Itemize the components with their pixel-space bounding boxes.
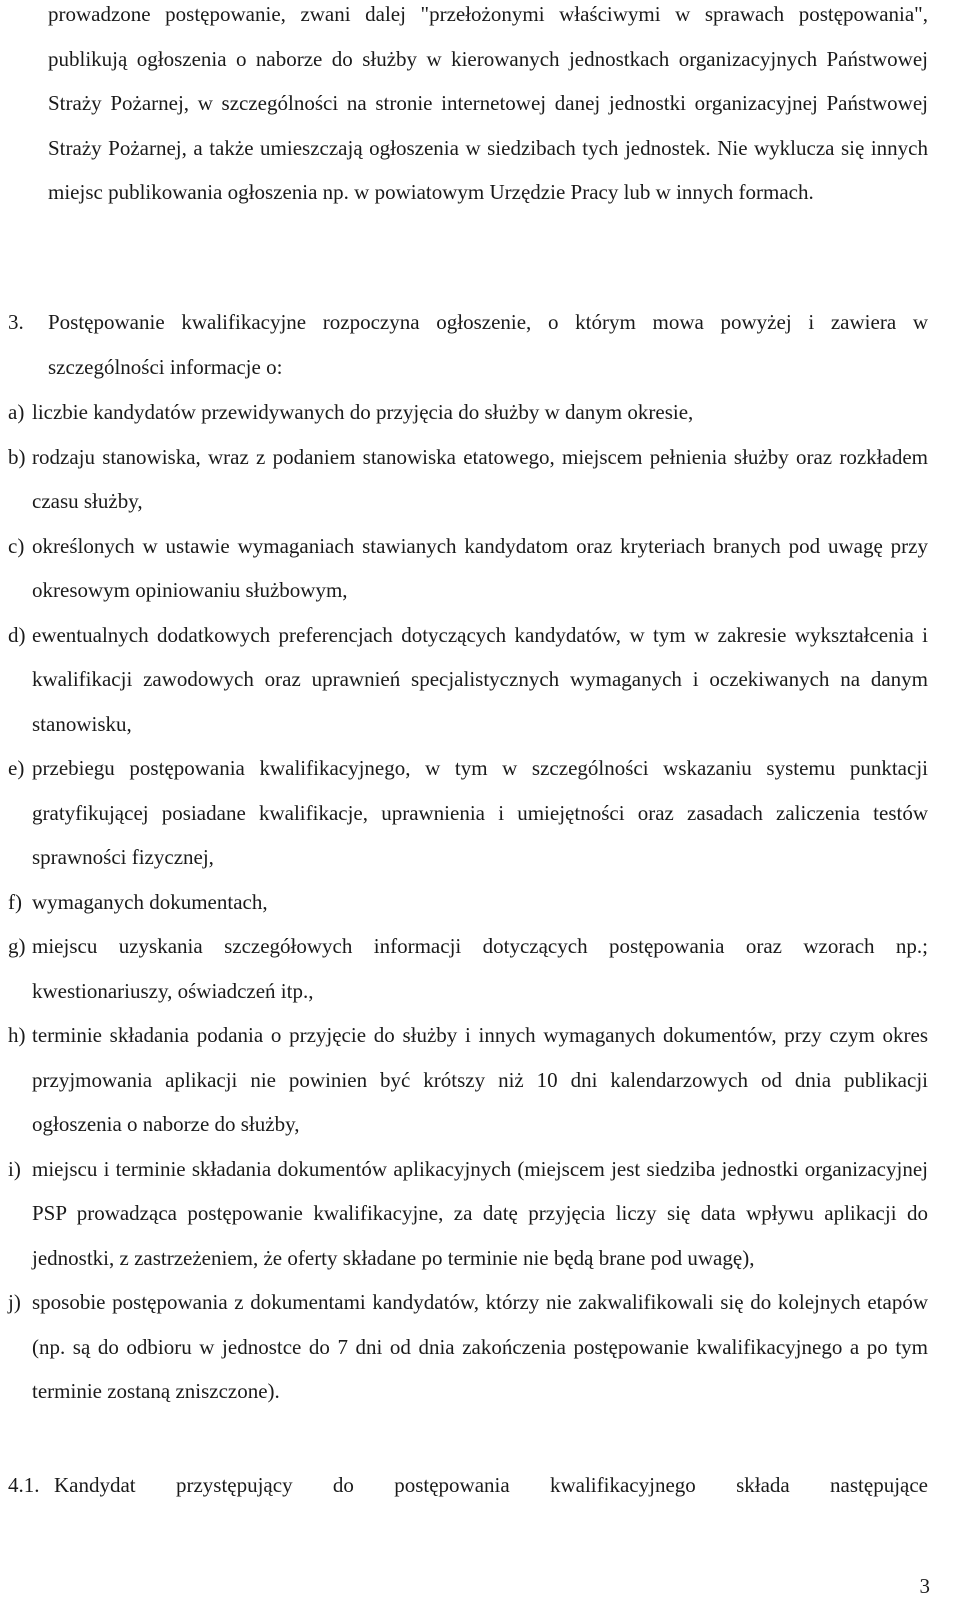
list-marker: g) bbox=[8, 934, 26, 958]
intro-paragraph: prowadzone postępowanie, zwani dalej "przełożonymi właściwymi w sprawach postępowania", publikują ogłoszenia o naborze do służby w kierowanych jednostkach organizacyjnych Państwowej Straży Pożarnej, w szczególności na stronie internetowej danej jednostki organizacyjnej Państwowej Straży Pożarnej, a także umieszczają ogłoszenia w siedzibach tych jednostek. Nie wyklucza się innych miejsc publikowania ogłoszenia np. w powiatowym Urzędzie Pracy lub w innych formach. bbox=[48, 2, 928, 204]
list-item bbox=[8, 524, 928, 613]
list-item-text: miejscu i terminie składania dokumentów aplikacyjnych (miejscem jest siedziba jednostki organizacyjnej PSP prowadząca postępowanie kwalifikacyjne, za datę przyjęcia liczy się data wpływu aplikacji do jednostki, z zastrzeżeniem, że oferty składane po terminie nie będą brane pod uwagę), bbox=[32, 1156, 928, 1270]
list-marker: j) bbox=[8, 1290, 21, 1314]
list-item bbox=[8, 390, 928, 435]
section-3-number: 3. bbox=[8, 310, 24, 334]
list-item-text: miejscu uzyskania szczegółowych informacji dotyczących postępowania oraz wzorach np.; kwestionariuszy, oświadczeń itp., bbox=[32, 934, 928, 1003]
information-list bbox=[8, 390, 928, 1414]
list-marker: e) bbox=[8, 756, 25, 780]
list-marker: b) bbox=[8, 444, 26, 469]
list-item bbox=[8, 746, 928, 880]
list-item bbox=[8, 1147, 928, 1281]
list-item-text: przebiegu postępowania kwalifikacyjnego, w tym w szczególności wskazaniu systemu punktacji gratyfikującej posiadane kwalifikacje, uprawnienia i umiejętności oraz zasadach zaliczenia testów sprawności fizycznej, bbox=[32, 756, 928, 869]
list-marker: f) bbox=[8, 889, 22, 914]
section-4-1-text: Kandydat przystępujący do postępowania kwalifikacyjnego składa następujące bbox=[54, 1473, 928, 1497]
list-item-text: terminie składania podania o przyjęcie do służby i innych wymaganych dokumentów, przy czym okres przyjmowania aplikacji nie powinien być krótszy niż 10 dni kalendarzowych od dnia publikacji ogłoszenia o naborze do służby, bbox=[32, 1023, 928, 1136]
list-item bbox=[8, 613, 928, 747]
list-marker: h) bbox=[8, 1023, 26, 1047]
list-item-text: ewentualnych dodatkowych preferencjach dotyczących kandydatów, w tym w zakresie wykształcenia i kwalifikacji zawodowych oraz uprawnień specjalistycznych wymaganych i oczekiwanych na danym stanowisku, bbox=[32, 622, 928, 736]
list-marker: a) bbox=[8, 400, 25, 424]
section-4-1 bbox=[8, 1463, 928, 1508]
list-item-text: rodzaju stanowiska, wraz z podaniem stanowiska etatowego, miejscem pełnienia służby oraz rozkładem czasu służby, bbox=[32, 444, 928, 513]
section-3-text: Postępowanie kwalifikacyjne rozpoczyna ogłoszenie, o którym mowa powyżej i zawiera w szczególności informacje o: bbox=[48, 310, 928, 379]
list-item-text: wymaganych dokumentach, bbox=[32, 889, 268, 914]
list-item-text: liczbie kandydatów przewidywanych do przyjęcia do służby w danym okresie, bbox=[32, 400, 694, 424]
list-item-text: określonych w ustawie wymaganiach stawianych kandydatom oraz kryteriach branych pod uwagę przy okresowym opiniowaniu służbowym, bbox=[32, 533, 928, 602]
list-marker: d) bbox=[8, 622, 26, 647]
list-item-text: sposobie postępowania z dokumentami kandydatów, którzy nie zakwalifikowali się do kolejnych etapów (np. są do odbioru w jednostce do 7 dni od dnia zakończenia postępowanie kwalifikacyjnego a po tym terminie zostaną zniszczone). bbox=[32, 1290, 928, 1403]
list-marker: c) bbox=[8, 533, 25, 558]
section-4-1-number: 4.1. bbox=[8, 1473, 40, 1497]
list-item bbox=[8, 435, 928, 524]
list-marker: i) bbox=[8, 1156, 21, 1181]
list-item bbox=[8, 1013, 928, 1147]
section-3 bbox=[8, 300, 928, 389]
list-item bbox=[8, 924, 928, 1013]
list-item bbox=[8, 880, 928, 925]
list-item bbox=[8, 1280, 928, 1414]
page-number: 3 bbox=[919, 1574, 930, 1598]
